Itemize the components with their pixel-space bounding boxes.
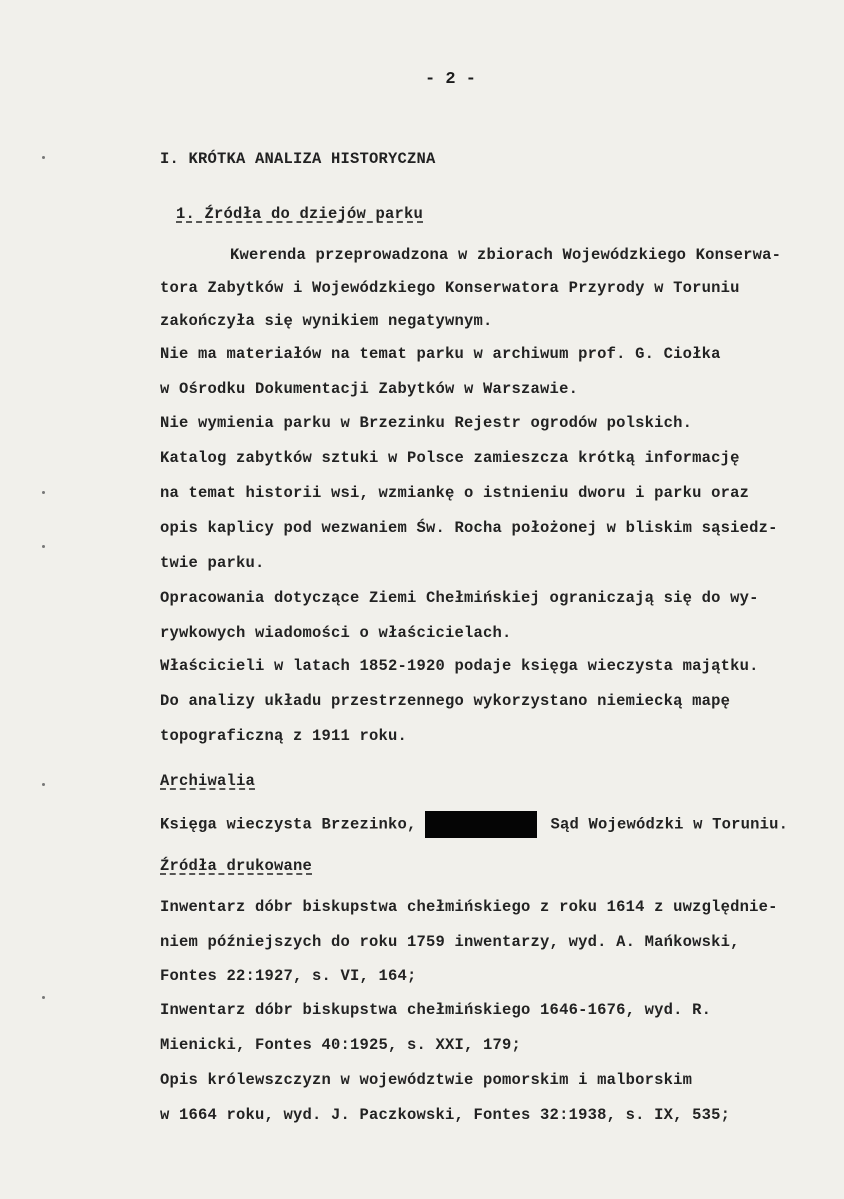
archiwalia-entry-start: Księga wieczysta Brzezinko, (160, 815, 417, 834)
citation-line: Opis królewszczyzn w województwie pomorskim i malborskim (160, 1071, 693, 1089)
paragraph-line: Do analizy układu przestrzennego wykorzystano niemiecką mapę (160, 692, 731, 710)
paragraph-line: Opracowania dotyczące Ziemi Chełmińskiej ograniczają się do wy- (160, 589, 759, 607)
paragraph-line: rywkowych wiadomości o właścicielach. (160, 624, 512, 642)
paragraph-line: Katalog zabytków sztuki w Polsce zamieszcza krótką informację (160, 449, 740, 467)
citation-line: Inwentarz dóbr biskupstwa chełmińskiego z roku 1614 z uwzględnie- (160, 898, 778, 916)
archiwalia-entry-end: Sąd Wojewódzki w Toruniu. (550, 815, 789, 834)
paragraph-line: Nie wymienia parku w Brzezinku Rejestr ogrodów polskich. (160, 414, 693, 432)
paragraph-line: Właścicieli w latach 1852-1920 podaje księga wieczysta majątku. (160, 657, 759, 675)
citation-line: niem późniejszych do roku 1759 inwentarzy, wyd. A. Mańkowski, (160, 933, 740, 951)
scan-mark (42, 996, 45, 999)
page-number: - 2 - (425, 70, 477, 89)
citation-line: Mienicki, Fontes 40:1925, s. XXI, 179; (160, 1036, 522, 1054)
paragraph-line: tora Zabytków i Wojewódzkiego Konserwatora Przyrody w Toruniu (160, 279, 740, 297)
paragraph-line: zakończyła się wynikiem negatywnym. (160, 312, 493, 330)
paragraph-line: topograficzną z 1911 roku. (160, 727, 408, 745)
paragraph-line: w Ośrodku Dokumentacji Zabytków w Warszawie. (160, 380, 579, 398)
section-heading: I. KRÓTKA ANALIZA HISTORYCZNA (160, 150, 436, 168)
citation-line: w 1664 roku, wyd. J. Paczkowski, Fontes 32:1938, s. IX, 535; (160, 1106, 731, 1124)
scan-mark (42, 491, 45, 494)
paragraph-line: opis kaplicy pod wezwaniem Św. Rocha położonej w bliskim sąsiedz- (160, 519, 778, 537)
paragraph-line: twie parku. (160, 554, 265, 572)
citation-line: Inwentarz dóbr biskupstwa chełmińskiego 1646-1676, wyd. R. (160, 1001, 712, 1019)
redaction-bar (425, 811, 537, 838)
citation-line: Fontes 22:1927, s. VI, 164; (160, 967, 417, 985)
zrodla-heading: Źródła drukowane (160, 857, 313, 875)
archiwalia-entry (160, 811, 788, 838)
scan-mark (42, 545, 45, 548)
paragraph-line: na temat historii wsi, wzmiankę o istnieniu dworu i parku oraz (160, 484, 750, 502)
paragraph-line: Kwerenda przeprowadzona w zbiorach Wojewódzkiego Konserwa- (230, 246, 782, 264)
scan-mark (42, 783, 45, 786)
paragraph-line: Nie ma materiałów na temat parku w archiwum prof. G. Ciołka (160, 345, 721, 363)
scan-mark (42, 156, 45, 159)
subsection-heading: 1. Źródła do dziejów parku (176, 205, 424, 223)
archiwalia-heading: Archiwalia (160, 772, 256, 790)
